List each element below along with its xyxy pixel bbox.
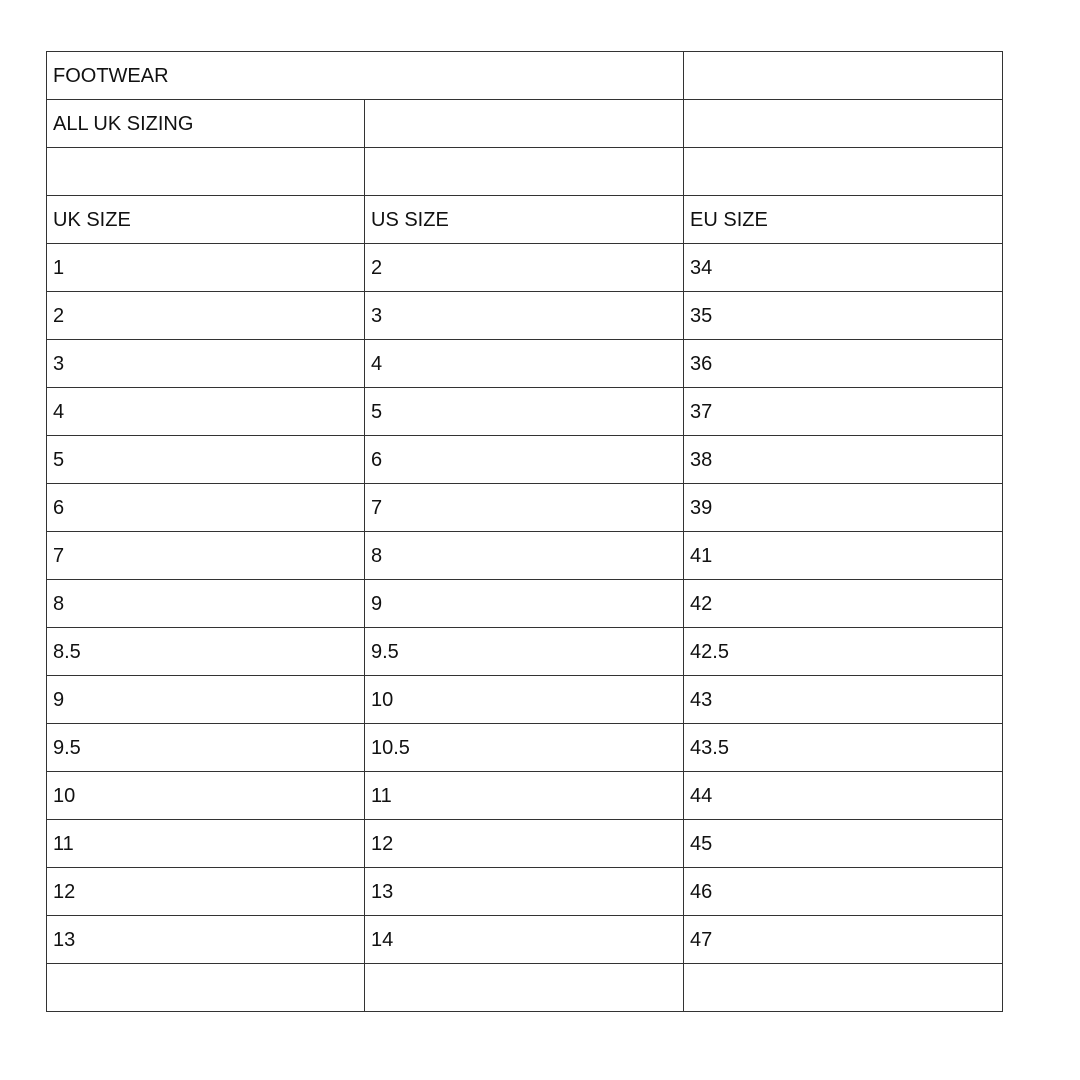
eu-size-cell: 43 — [684, 676, 1003, 724]
empty-cell — [684, 52, 1003, 100]
eu-size-cell: 34 — [684, 244, 1003, 292]
table-row — [47, 916, 1003, 964]
eu-size-cell: 38 — [684, 436, 1003, 484]
eu-size-cell: 43.5 — [684, 724, 1003, 772]
table-row — [47, 292, 1003, 340]
us-size-cell: 13 — [365, 868, 684, 916]
uk-size-cell: 4 — [47, 388, 365, 436]
eu-size-cell: 36 — [684, 340, 1003, 388]
uk-size-cell: 8.5 — [47, 628, 365, 676]
table-row — [47, 772, 1003, 820]
table-row — [47, 484, 1003, 532]
eu-size-cell: 41 — [684, 532, 1003, 580]
eu-size-cell: 39 — [684, 484, 1003, 532]
table-row — [47, 532, 1003, 580]
us-size-cell: 14 — [365, 916, 684, 964]
us-size-cell: 8 — [365, 532, 684, 580]
eu-size-cell: 37 — [684, 388, 1003, 436]
table-row — [47, 724, 1003, 772]
header-eu-size: EU SIZE — [684, 196, 1003, 244]
table-row — [47, 676, 1003, 724]
eu-size-cell: 42 — [684, 580, 1003, 628]
us-size-cell: 9 — [365, 580, 684, 628]
uk-size-cell: 13 — [47, 916, 365, 964]
table-row — [47, 340, 1003, 388]
uk-size-cell: 12 — [47, 868, 365, 916]
empty-cell — [684, 100, 1003, 148]
footwear-size-table — [46, 51, 1003, 1012]
uk-size-cell: 1 — [47, 244, 365, 292]
empty-cell — [47, 148, 365, 196]
empty-cell — [365, 964, 684, 1012]
us-size-cell: 6 — [365, 436, 684, 484]
us-size-cell: 11 — [365, 772, 684, 820]
title-row — [47, 52, 1003, 100]
size-table-body — [47, 52, 1003, 1012]
blank-row — [47, 148, 1003, 196]
table-title: FOOTWEAR — [47, 52, 684, 100]
eu-size-cell: 44 — [684, 772, 1003, 820]
empty-cell — [684, 148, 1003, 196]
uk-size-cell: 2 — [47, 292, 365, 340]
table-row — [47, 580, 1003, 628]
uk-size-cell: 6 — [47, 484, 365, 532]
table-row — [47, 628, 1003, 676]
eu-size-cell: 47 — [684, 916, 1003, 964]
empty-cell — [47, 964, 365, 1012]
us-size-cell: 5 — [365, 388, 684, 436]
table-row — [47, 820, 1003, 868]
uk-size-cell: 5 — [47, 436, 365, 484]
us-size-cell: 7 — [365, 484, 684, 532]
header-us-size: US SIZE — [365, 196, 684, 244]
uk-size-cell: 9.5 — [47, 724, 365, 772]
us-size-cell: 10 — [365, 676, 684, 724]
table-subtitle: ALL UK SIZING — [47, 100, 365, 148]
uk-size-cell: 9 — [47, 676, 365, 724]
eu-size-cell: 42.5 — [684, 628, 1003, 676]
eu-size-cell: 46 — [684, 868, 1003, 916]
header-uk-size: UK SIZE — [47, 196, 365, 244]
empty-cell — [684, 964, 1003, 1012]
us-size-cell: 3 — [365, 292, 684, 340]
us-size-cell: 9.5 — [365, 628, 684, 676]
subtitle-row — [47, 100, 1003, 148]
table-row — [47, 388, 1003, 436]
uk-size-cell: 8 — [47, 580, 365, 628]
us-size-cell: 2 — [365, 244, 684, 292]
table-row — [47, 868, 1003, 916]
blank-row — [47, 964, 1003, 1012]
uk-size-cell: 10 — [47, 772, 365, 820]
uk-size-cell: 11 — [47, 820, 365, 868]
us-size-cell: 4 — [365, 340, 684, 388]
header-row — [47, 196, 1003, 244]
empty-cell — [365, 148, 684, 196]
us-size-cell: 12 — [365, 820, 684, 868]
us-size-cell: 10.5 — [365, 724, 684, 772]
empty-cell — [365, 100, 684, 148]
uk-size-cell: 7 — [47, 532, 365, 580]
eu-size-cell: 45 — [684, 820, 1003, 868]
eu-size-cell: 35 — [684, 292, 1003, 340]
table-row — [47, 436, 1003, 484]
uk-size-cell: 3 — [47, 340, 365, 388]
table-row — [47, 244, 1003, 292]
